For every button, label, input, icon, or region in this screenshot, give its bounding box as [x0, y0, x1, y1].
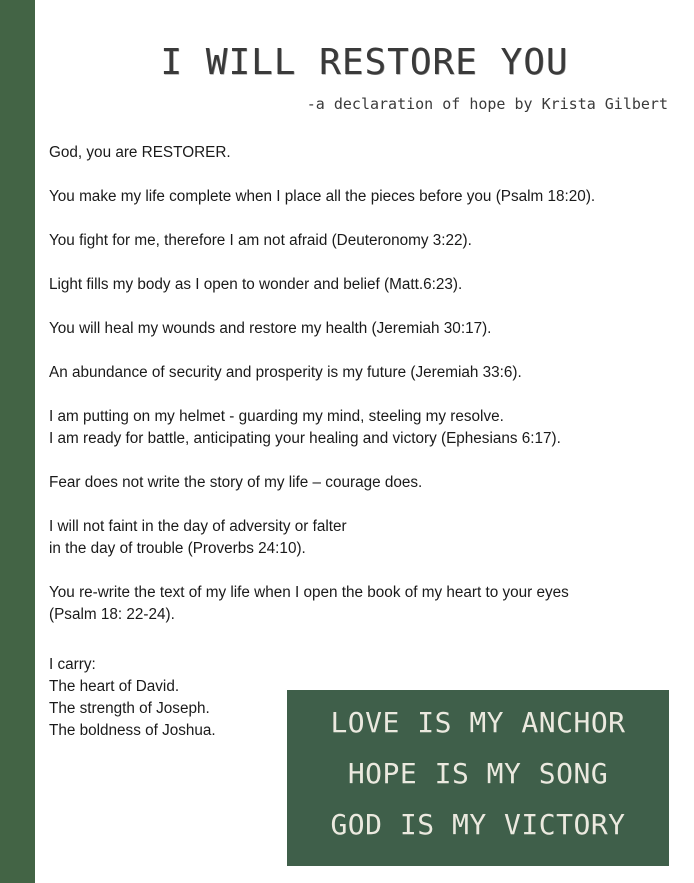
paragraph [49, 230, 689, 252]
paragraph [49, 516, 689, 560]
paragraph [49, 142, 689, 164]
declaration-body [49, 142, 689, 648]
paragraph-line: I am ready for battle, anticipating your healing and victory (Ephesians 6:17). [49, 430, 561, 447]
carry-line: The strength of Joseph. [49, 700, 210, 717]
paragraph-line: Fear does not write the story of my life – courage does. [49, 474, 423, 491]
quote-line: LOVE IS MY ANCHOR [330, 706, 626, 739]
paragraph [49, 318, 689, 340]
paragraph-line: You fight for me, therefore I am not afraid (Deuteronomy 3:22). [49, 232, 472, 249]
paragraph [49, 362, 689, 384]
carry-line: The boldness of Joshua. [49, 722, 216, 739]
paragraph-line: You make my life complete when I place all the pieces before you (Psalm 18:20). [49, 188, 596, 205]
paragraph-line: God, you are RESTORER. [49, 144, 231, 161]
paragraph [49, 582, 689, 626]
carry-line: I carry: [49, 656, 96, 673]
paragraph [49, 186, 689, 208]
paragraph-line: I am putting on my helmet - guarding my mind, steeling my resolve. [49, 408, 504, 425]
paragraph-line: I will not faint in the day of adversity or falter [49, 518, 347, 535]
paragraph-line: You re-write the text of my life when I open the book of my heart to your eyes [49, 584, 569, 601]
quote-line: GOD IS MY VICTORY [330, 808, 626, 841]
paragraph-line: Light fills my body as I open to wonder and belief (Matt.6:23). [49, 276, 463, 293]
page-title: I WILL RESTORE YOU [160, 42, 569, 83]
paragraph [49, 274, 689, 296]
paragraph [49, 472, 689, 494]
paragraph-line: (Psalm 18: 22-24). [49, 606, 175, 623]
quote-box [287, 690, 669, 866]
side-accent-bar [0, 0, 35, 883]
paragraph-line: in the day of trouble (Proverbs 24:10). [49, 540, 306, 557]
carry-line: The heart of David. [49, 678, 180, 695]
paragraph-line: You will heal my wounds and restore my health (Jeremiah 30:17). [49, 320, 492, 337]
paragraph [49, 406, 689, 450]
paragraph-line: An abundance of security and prosperity is my future (Jeremiah 33:6). [49, 364, 522, 381]
page-subtitle: -a declaration of hope by Krista Gilbert [306, 95, 668, 113]
quote-line: HOPE IS MY SONG [347, 757, 609, 790]
carry-list [49, 654, 216, 742]
